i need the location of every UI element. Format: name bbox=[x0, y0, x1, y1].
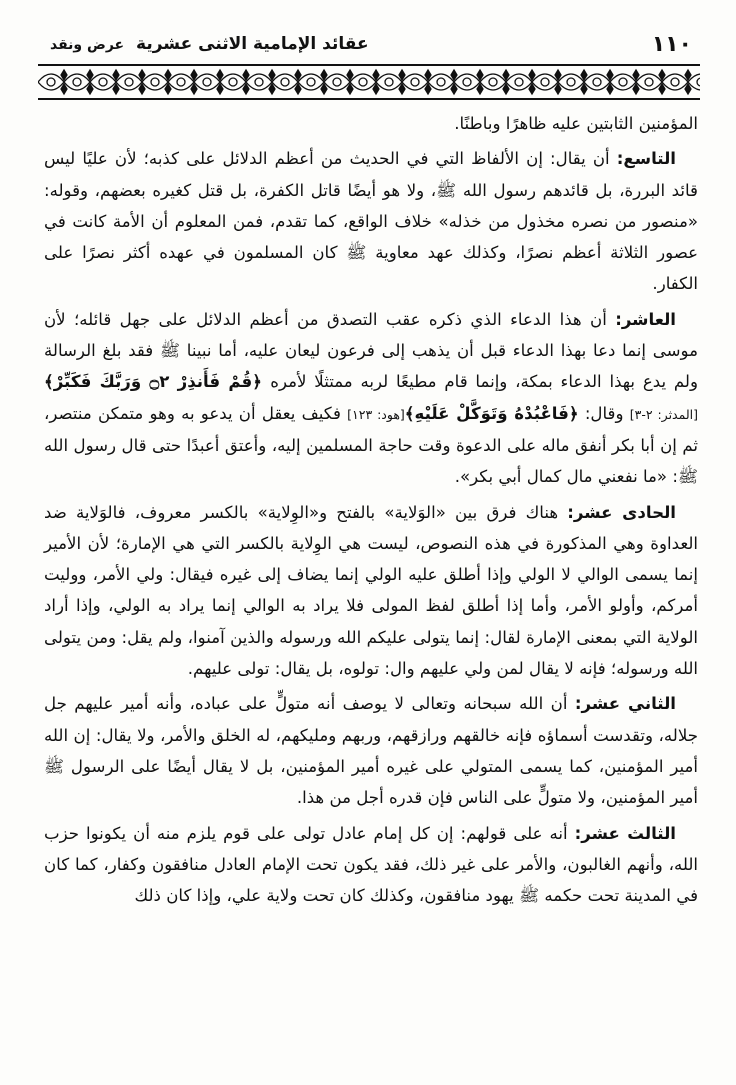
book-title: عقائد الإمامية الاثنى عشرية bbox=[136, 34, 369, 54]
paragraph-text: أن هذا الدعاء الذي ذكره عقب التصدق من أعظم الدلائل على جهل قائله؛ لأن موسى إنما دعا بهذا الدعاء قبل أن يذهب إلى فرعون ليعان عليه، أما نبينا ﷺ فقد بلغ الرسالة ولم يدع بهذا الدعاء بمكة، وإنما قام مطيعًا لربه ممتثلًا لأمره bbox=[44, 309, 698, 392]
ornament-motif bbox=[636, 74, 662, 90]
paragraph-ninth bbox=[44, 143, 698, 299]
ornament-motif bbox=[610, 74, 636, 90]
ornament-motif bbox=[584, 74, 610, 90]
ornament-motif bbox=[558, 74, 584, 90]
paragraph-lead: الثاني عشر: bbox=[574, 694, 677, 714]
page-number: ١١٠ bbox=[651, 32, 692, 57]
ornament-motif bbox=[454, 74, 480, 90]
ornament-motif bbox=[38, 74, 64, 90]
paragraph-tenth bbox=[44, 304, 698, 493]
quran-verse: ﴿فَاعْبُدْهُ وَتَوَكَّلْ عَلَيْهِ﴾ bbox=[404, 403, 579, 423]
paragraph-lead: الحادى عشر: bbox=[567, 502, 676, 522]
verse-reference: [هود: ١٢٣] bbox=[347, 406, 405, 422]
paragraph-text: فكيف يعقل أن يدعو به وهو متمكن منتصر، ثم إن أبا بكر أنفق ماله على الدعوة وقت حاجة المسلمين إليه، وأعتق أعبدًا حتى قال رسول الله ﷺ: «ما نفعني مال كمال أبي بكر». bbox=[44, 403, 698, 487]
ornament-motif bbox=[376, 74, 402, 90]
ornament-motif bbox=[350, 74, 376, 90]
ornament-motif bbox=[506, 74, 532, 90]
body-text bbox=[44, 108, 698, 915]
floral-border-ornament-icon bbox=[38, 62, 700, 102]
paragraph-text: أن يقال: إن الألفاظ التي في الحديث من أعظم الدلائل على كذبه؛ لأن عليًا ليس قائد البررة، بل قائدهم رسول الله ﷺ، ولا هو أيضًا قاتل الكفرة، بل قتل كغيره بعضهم، وقوله: «منصور من نصره مخذول من خذله» خلاف الواقع، كما تقدم، فمن المعلوم أن الأمة كانت في عصور الثلاثة أعظم نصرًا، وكذلك عهد معاوية ﷺ كان المسلمون في عهده أكثر نصرًا على الكفار. bbox=[44, 149, 698, 294]
paragraph-lead: الثالث عشر: bbox=[574, 823, 676, 843]
paragraph-text: أن الله سبحانه وتعالى لا يوصف أنه متولٍّ على عباده، وأنه أمير عليهم جل جلاله، وتقدست أسماؤه فإنه خالقهم ورازقهم، وربهم ومليكهم، له الخلق والأمر، ولا يقال: إن الله أمير المؤمنين، كما يسمى المتولي على غيره أمير المؤمنين، بل لا يقال أيضًا على الرسول ﷺ أمير المؤمنين، ولا متولٍّ على الناس فإن قدره أجل من هذا. bbox=[44, 694, 698, 808]
ornament-motif bbox=[246, 74, 272, 90]
ornament-motif bbox=[480, 74, 506, 90]
paragraph-eleventh bbox=[44, 497, 698, 685]
book-subtitle: عرض ونقد bbox=[50, 37, 125, 53]
paragraph-text: أنه على قولهم: إن كل إمام عادل تولى على قوم يلزم منه أن يكونوا حزب الله، وأنهم الغالبون، والأمر على غير ذلك، فقد يكون تحت الإمام العادل منافقون وكفار، كما كان في المدينة تحت حكمه ﷺ يهود منافقون، وكذلك كان تحت ولاية علي، وإذا كان ذلك bbox=[44, 823, 698, 906]
ornament-motif bbox=[272, 74, 298, 90]
paragraph-lead: التاسع: bbox=[616, 149, 676, 169]
ornament-motif bbox=[142, 74, 168, 90]
ornament-motif bbox=[64, 74, 90, 90]
ornament-motif bbox=[90, 74, 116, 90]
quran-verse: ﴿قُمْ فَأَنذِرْ ۝٢ وَرَبَّكَ فَكَبِّرْ﴾ bbox=[44, 372, 271, 392]
paragraph-thirteenth bbox=[44, 818, 698, 912]
paragraph-twelfth bbox=[44, 688, 698, 813]
ornament-motif bbox=[220, 74, 246, 90]
ornament-motif bbox=[662, 74, 688, 90]
paragraph-text: هناك فرق بين «الوَلاية» بالفتح و«الوِلاية» بالكسر معروف، فالوَلاية ضد العداوة وهي المذكورة في هذه النصوص، ليست هي الوِلاية بالكسر التي هي الإمارة؛ لأن الأمير إنما يسمى الوالي لا الولي وإذا أطلق عليه الولي إنما يضاف إلى غيره فيقال: ولي الأمر، ووليت أمركم، وأولو الأمر، وأما إذا أطلق لفظ المولى فلا يراد به الوالي إنما يراد به الولي، وإذا أراد الولاية التي بمعنى الإمارة لقال: إنما يتولى عليكم الله ورسوله والذين آمنوا، ولم يقل: ومن يتولى الله ورسوله؛ فإنه لا يقال لمن ولي عليهم وال: تولوه، بل يقال: تولى عليهم. bbox=[44, 502, 698, 679]
ornament-motif bbox=[194, 74, 220, 90]
ornament-motif bbox=[168, 74, 194, 90]
paragraph-text: وقال: bbox=[578, 403, 630, 423]
paragraph bbox=[44, 108, 698, 139]
ornament-motif bbox=[116, 74, 142, 90]
paragraph-text: المؤمنين الثابتين عليه ظاهرًا وباطنًا. bbox=[454, 114, 698, 133]
ornament-motif bbox=[428, 74, 454, 90]
ornament-motif bbox=[324, 74, 350, 90]
ornament-motif bbox=[402, 74, 428, 90]
paragraph-lead: العاشر: bbox=[615, 309, 676, 329]
running-title bbox=[50, 34, 369, 54]
page-header bbox=[40, 28, 700, 62]
ornament-motif bbox=[532, 74, 558, 90]
ornament-motif bbox=[298, 74, 324, 90]
verse-reference: [المدثر: ٢-٣] bbox=[629, 406, 698, 422]
